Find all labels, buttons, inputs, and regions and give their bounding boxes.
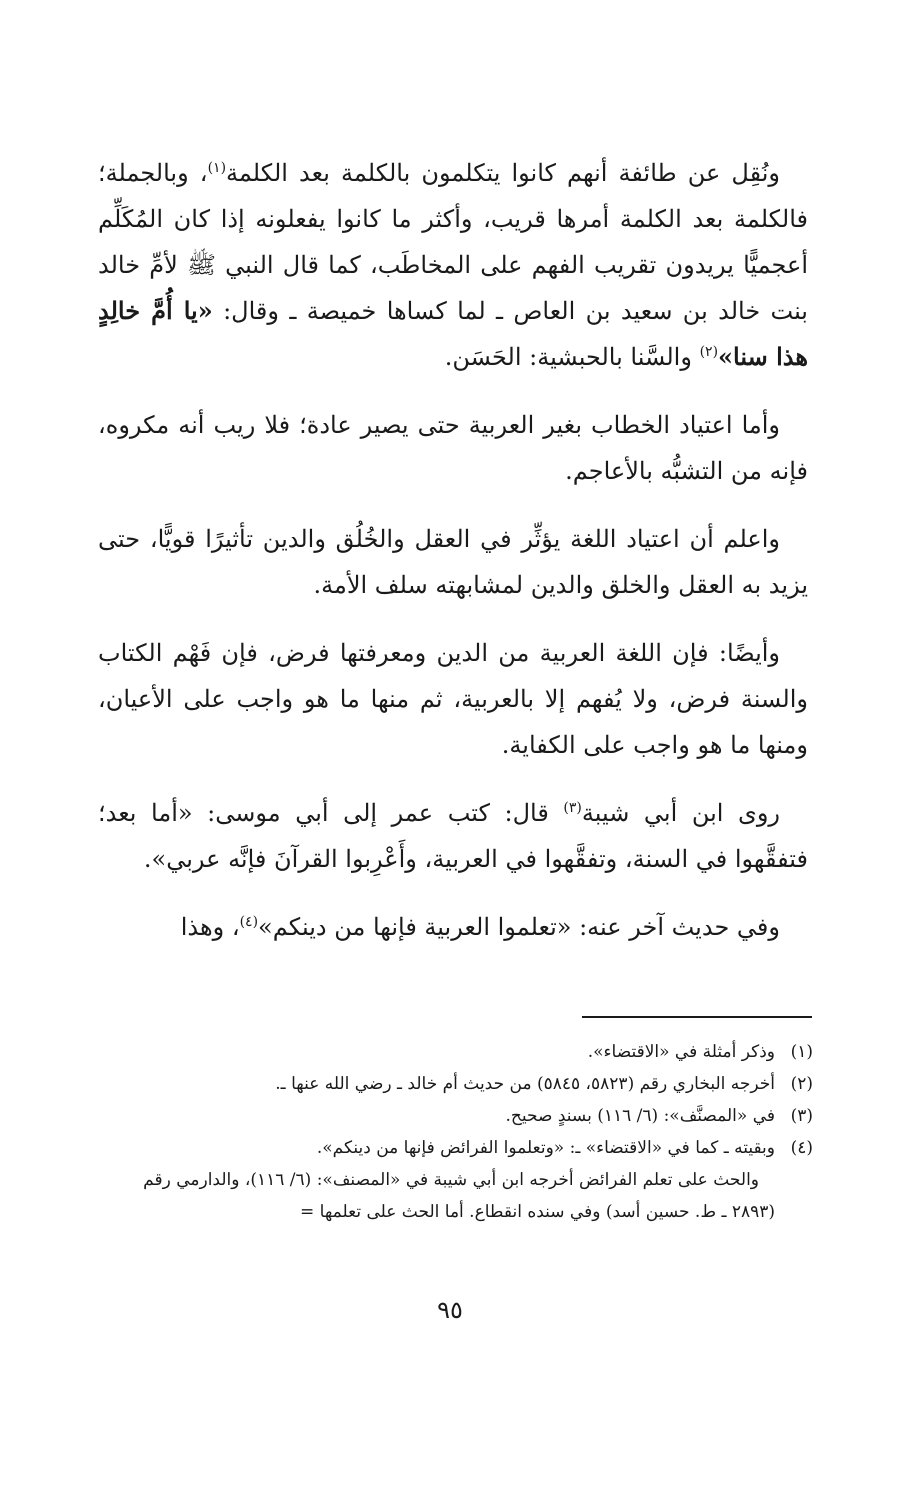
paragraph-1-text-c: والسَّنا بالحبشية: الحَسَن. <box>444 343 700 371</box>
footnote-number: (٤) <box>790 1138 813 1158</box>
footnote-3 <box>98 1100 813 1132</box>
paragraph-5 <box>98 790 808 882</box>
footnote-number: (٣) <box>790 1106 813 1126</box>
footnote-4 <box>98 1132 813 1164</box>
footnote-number: (٢) <box>790 1074 813 1094</box>
paragraph-6-text-a: وفي حديث آخر عنه: «تعلموا العربية فإنها من دينكم» <box>258 913 780 941</box>
footnote-2 <box>98 1068 813 1100</box>
paragraph-1-text-b: ، وبالجملة؛ فالكلمة بعد الكلمة أمرها قريب، وأكثر ما كانوا يفعلونه إذا كان المُكَلِّم أعجميًّا يريدون تقريب الفهم على المخاطَب، كما قال النبي ﷺ لأمِّ خالد بنت خالد بن سعيد بن العاص ـ لما كساها خميصة ـ وقال: <box>98 159 808 325</box>
footnote-text: في «المصنَّف»: (٦/ ١١٦) بسندٍ صحيح. <box>505 1106 775 1126</box>
footnote-text: أخرجه البخاري رقم (٥٨٢٣، ٥٨٤٥) من حديث أم خالد ـ رضي الله عنها ـ. <box>275 1074 775 1094</box>
footnote-text: وذكر أمثلة في «الاقتضاء». <box>587 1042 775 1062</box>
paragraph-1 <box>98 150 808 380</box>
footnotes <box>98 1036 813 1228</box>
footnote-text: وبقيته ـ كما في «الاقتضاء» ـ: «وتعلموا الفرائض فإنها من دينكم». <box>316 1138 775 1158</box>
footnote-ref-2: (٢) <box>699 344 719 360</box>
footnote-continuation: والحث على تعلم الفرائض أخرجه ابن أبي شيبة في «المصنف»: (٦/ ١١٦)، والدارمي رقم (٢٨٩٣ ـ ط. حسين أسد) وفي سنده انقطاع. أما الحث على تعلمها = <box>143 1170 775 1222</box>
page-number: ٩٥ <box>437 1296 463 1324</box>
paragraph-5-text-b: قال: كتب عمر إلى أبي موسى: «أما بعد؛ فتفقَّهوا في السنة، وتفقَّهوا في العربية، وأَعْرِبوا القرآنَ فإنَّه عربي». <box>98 799 808 873</box>
footnote-ref-3: (٣) <box>563 800 582 816</box>
paragraph-1-text-a: ونُقِل عن طائفة أنهم كانوا يتكلمون بالكلمة بعد الكلمة <box>226 159 781 187</box>
paragraph-2: وأما اعتياد الخطاب بغير العربية حتى يصير عادة؛ فلا ريب أنه مكروه، فإنه من التشبُّه بالأعاجم. <box>98 411 808 485</box>
paragraph-6 <box>98 904 808 950</box>
footnote-ref-4: (٤) <box>239 914 259 930</box>
paragraph-6-text-b: ، وهذا <box>180 913 240 941</box>
footnote-number: (١) <box>790 1042 813 1062</box>
footnote-1 <box>98 1036 813 1068</box>
hadith-quote: «يا أُمَّ خالِدٍ هذا سنا» <box>98 296 808 371</box>
paragraph-4: وأيضًا: فإن اللغة العربية من الدين ومعرفتها فرض، فإن فَهْم الكتاب والسنة فرض، ولا يُفهم إلا بالعربية، ثم منها ما هو واجب على الأعيان، ومنها ما هو واجب على الكفاية. <box>98 639 808 759</box>
paragraph-5-text-a: روى ابن أبي شيبة <box>581 799 781 827</box>
main-text <box>98 150 808 950</box>
footnote-divider <box>582 1016 812 1018</box>
paragraph-3: واعلم أن اعتياد اللغة يؤثِّر في العقل والخُلُق والدين تأثيرًا قويًّا، حتى يزيد به العقل والخلق والدين لمشابهته سلف الأمة. <box>98 525 808 599</box>
footnote-ref-1: (١) <box>207 160 227 176</box>
